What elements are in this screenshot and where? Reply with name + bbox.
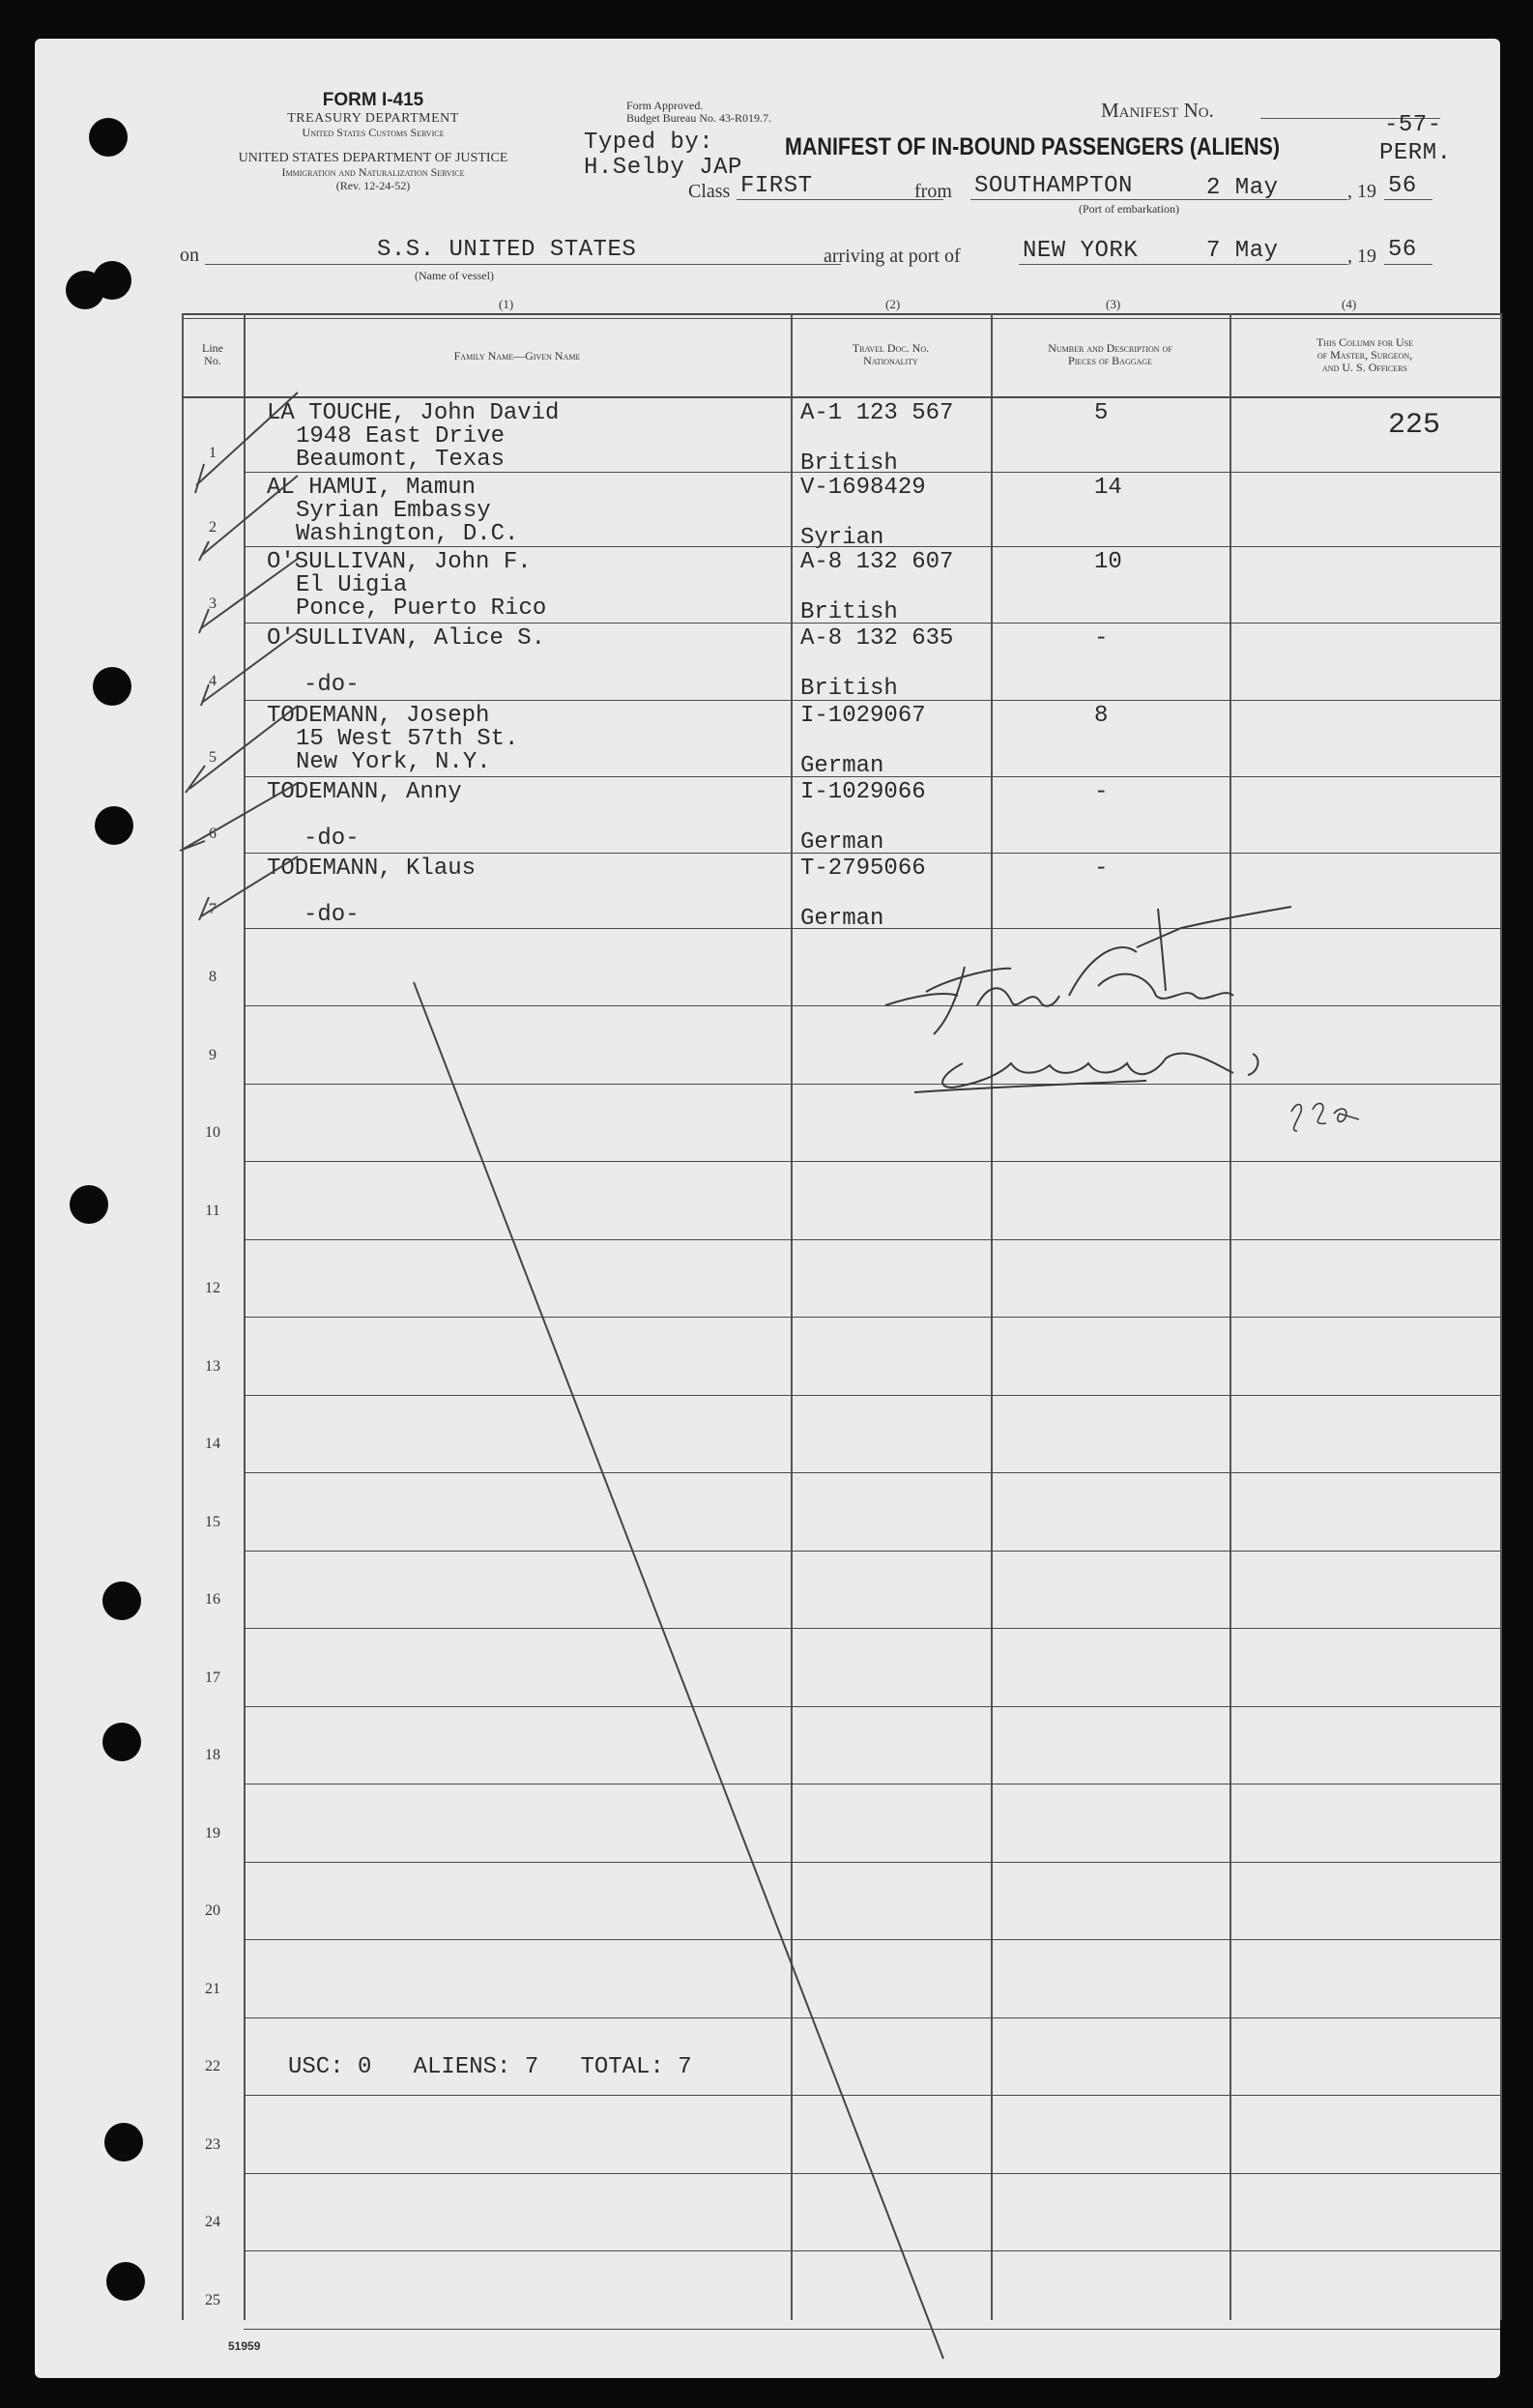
line-number: 17	[205, 1668, 220, 1686]
passenger-address-2: New York, N.Y.	[296, 749, 491, 775]
line-number: 2	[209, 519, 217, 536]
customs-label: United States Customs Service	[302, 126, 445, 139]
nationality: German	[800, 829, 884, 856]
budget-bureau: Budget Bureau No. 43-R019.7.	[626, 111, 771, 125]
name-header: Family Name—Given Name	[453, 349, 581, 363]
passenger-address-2: -do-	[304, 672, 360, 698]
from-date: 2 May	[1206, 175, 1279, 201]
passenger-address-2: -do-	[304, 826, 360, 852]
perm-label: PERM.	[1379, 140, 1452, 166]
nationality: British	[800, 450, 898, 477]
manifest-no-value: -57-	[1384, 112, 1442, 138]
punch-hole-8	[102, 1723, 141, 1761]
passenger-address-2: Washington, D.C.	[296, 521, 519, 547]
baggage-count: 8	[1094, 703, 1109, 729]
manifest-no-label: Manifest No.	[1101, 99, 1214, 122]
passenger-address-1: El Uigia	[296, 572, 408, 598]
col3-number: (3)	[1106, 297, 1121, 311]
strike-line	[414, 982, 943, 2359]
year-prefix-1: , 19	[1347, 181, 1376, 202]
passenger-address-1: 15 West 57th St.	[296, 726, 519, 752]
line-number: 4	[209, 673, 217, 689]
travel-doc-number: A-8 132 635	[800, 625, 954, 652]
manifest-title: MANIFEST OF IN-BOUND PASSENGERS (ALIENS)	[785, 133, 1281, 160]
passenger-name: O'SULLIVAN, John F.	[267, 549, 532, 575]
form-approved: Form Approved.	[626, 99, 704, 112]
punch-hole-6	[70, 1185, 108, 1224]
passenger-address-1: Syrian Embassy	[296, 498, 491, 524]
port-embark-note: (Port of embarkation)	[1079, 202, 1179, 216]
nationality: British	[800, 599, 898, 625]
line-number: 19	[205, 1824, 220, 1842]
punch-hole-5	[95, 806, 133, 845]
line-number: 10	[205, 1124, 220, 1141]
vessel-note: (Name of vessel)	[415, 269, 494, 282]
typed-by-label: Typed by:	[584, 130, 714, 156]
line-number: 13	[205, 1357, 220, 1375]
travel-doc-number: A-8 132 607	[800, 549, 954, 575]
year-2: 56	[1388, 237, 1417, 263]
check-mark-7	[199, 856, 298, 920]
line-number: 5	[209, 749, 217, 766]
punch-hole-9	[104, 2123, 143, 2161]
punch-hole-1	[89, 118, 128, 157]
immigration-label: Immigration and Naturalization Service	[281, 165, 465, 179]
line-number: 6	[209, 826, 217, 842]
vessel-name: S.S. UNITED STATES	[377, 237, 637, 263]
travel-doc-number: A-1 123 567	[800, 400, 954, 426]
col2-number: (2)	[885, 297, 901, 311]
col4-number: (4)	[1342, 297, 1357, 311]
line-number: 25	[205, 2291, 220, 2308]
line-number: 11	[205, 1202, 220, 1219]
line-number: 15	[205, 1513, 220, 1530]
baggage-count: -	[1094, 625, 1109, 652]
baggage-count: -	[1094, 856, 1109, 882]
line-number: 18	[205, 1747, 220, 1763]
line-number: 14	[205, 1436, 220, 1452]
check-mark-5	[186, 706, 298, 793]
totals-line: USC: 0 ALIENS: 7 TOTAL: 7	[288, 2054, 692, 2080]
revision-label: (Rev. 12-24-52)	[335, 179, 411, 192]
travel-doc-number: T-2795066	[800, 856, 926, 882]
on-label: on	[180, 245, 199, 266]
line-number: 3	[209, 595, 217, 612]
passenger-address-2: Beaumont, Texas	[296, 447, 506, 473]
baggage-count: 14	[1094, 475, 1122, 501]
punch-hole-4	[93, 667, 131, 706]
check-mark-6	[180, 783, 298, 851]
officers-header: This Column for Use of Master, Surgeon, and U. S. Officers	[1316, 335, 1414, 375]
line-number: 7	[209, 901, 217, 917]
line-number: 20	[205, 1902, 220, 1919]
baggage-count: 10	[1094, 549, 1122, 575]
handwriting-overlay	[35, 39, 1500, 2378]
class-label: Class	[688, 181, 731, 202]
passenger-address-2: Ponce, Puerto Rico	[296, 595, 547, 622]
passenger-name: TODEMANN, Anny	[267, 779, 462, 805]
nationality: German	[800, 906, 884, 932]
punch-hole-3	[93, 261, 131, 300]
signature-mark	[885, 907, 1291, 1092]
line-number: 1	[209, 445, 217, 461]
passenger-name: LA TOUCHE, John David	[267, 400, 560, 426]
year-1: 56	[1388, 173, 1417, 199]
line-number: 21	[205, 1980, 220, 1997]
passenger-address-2: -do-	[304, 902, 360, 928]
travel-doc-number: I-1029067	[800, 703, 926, 729]
manifest-page	[35, 39, 1500, 2378]
line-number: 9	[209, 1046, 217, 1063]
baggage-count: 5	[1094, 400, 1109, 426]
footer-code: 51959	[228, 2339, 261, 2353]
line-number: 23	[205, 2135, 220, 2153]
punch-hole-7	[102, 1581, 141, 1620]
year-prefix-2: , 19	[1347, 246, 1376, 267]
line-number: 22	[205, 2058, 220, 2074]
margin-note-mark	[1291, 1103, 1359, 1131]
line-number: 16	[205, 1591, 220, 1608]
line-number: 8	[209, 969, 217, 985]
nationality: Syrian	[800, 525, 884, 551]
from-port: SOUTHAMPTON	[974, 173, 1133, 199]
arriving-label: arriving at port of	[824, 246, 961, 267]
check-mark-2	[199, 476, 298, 561]
check-mark-4	[201, 632, 298, 706]
travel-doc-number: V-1698429	[800, 475, 926, 501]
passenger-name: TODEMANN, Klaus	[267, 856, 477, 882]
col1-number: (1)	[499, 297, 514, 311]
table-right-border	[1500, 313, 1502, 2320]
nationality: German	[800, 753, 884, 779]
travel-doc-header: Travel Doc. No. Nationality	[852, 341, 930, 368]
line-number: 12	[205, 1280, 220, 1296]
arriving-port: NEW YORK	[1023, 238, 1139, 264]
check-mark-3	[199, 559, 298, 633]
passenger-address-1: 1948 East Drive	[296, 423, 506, 450]
treasury-label: TREASURY DEPARTMENT	[287, 111, 459, 126]
punch-hole-10	[106, 2262, 145, 2301]
baggage-header: Number and Description of Pieces of Baggage	[1048, 341, 1172, 368]
typed-by-value: H.Selby JAP	[584, 155, 742, 181]
nationality: British	[800, 676, 898, 702]
form-number: FORM I-415	[322, 90, 424, 110]
line-no-header: Line No.	[202, 341, 223, 368]
passenger-name: O'SULLIVAN, Alice S.	[267, 625, 546, 652]
class-value: FIRST	[740, 173, 813, 199]
passenger-name: AL HAMUI, Mamun	[267, 475, 477, 501]
baggage-count: -	[1094, 779, 1109, 805]
line-number: 24	[205, 2214, 220, 2230]
check-mark-1	[195, 392, 298, 493]
travel-doc-number: I-1029066	[800, 779, 926, 805]
passenger-name: TODEMANN, Joseph	[267, 703, 490, 729]
officer-note: 225	[1388, 409, 1441, 442]
arriving-date: 7 May	[1206, 238, 1279, 264]
justice-label: UNITED STATES DEPARTMENT OF JUSTICE	[238, 151, 508, 165]
from-label: from	[914, 181, 952, 202]
